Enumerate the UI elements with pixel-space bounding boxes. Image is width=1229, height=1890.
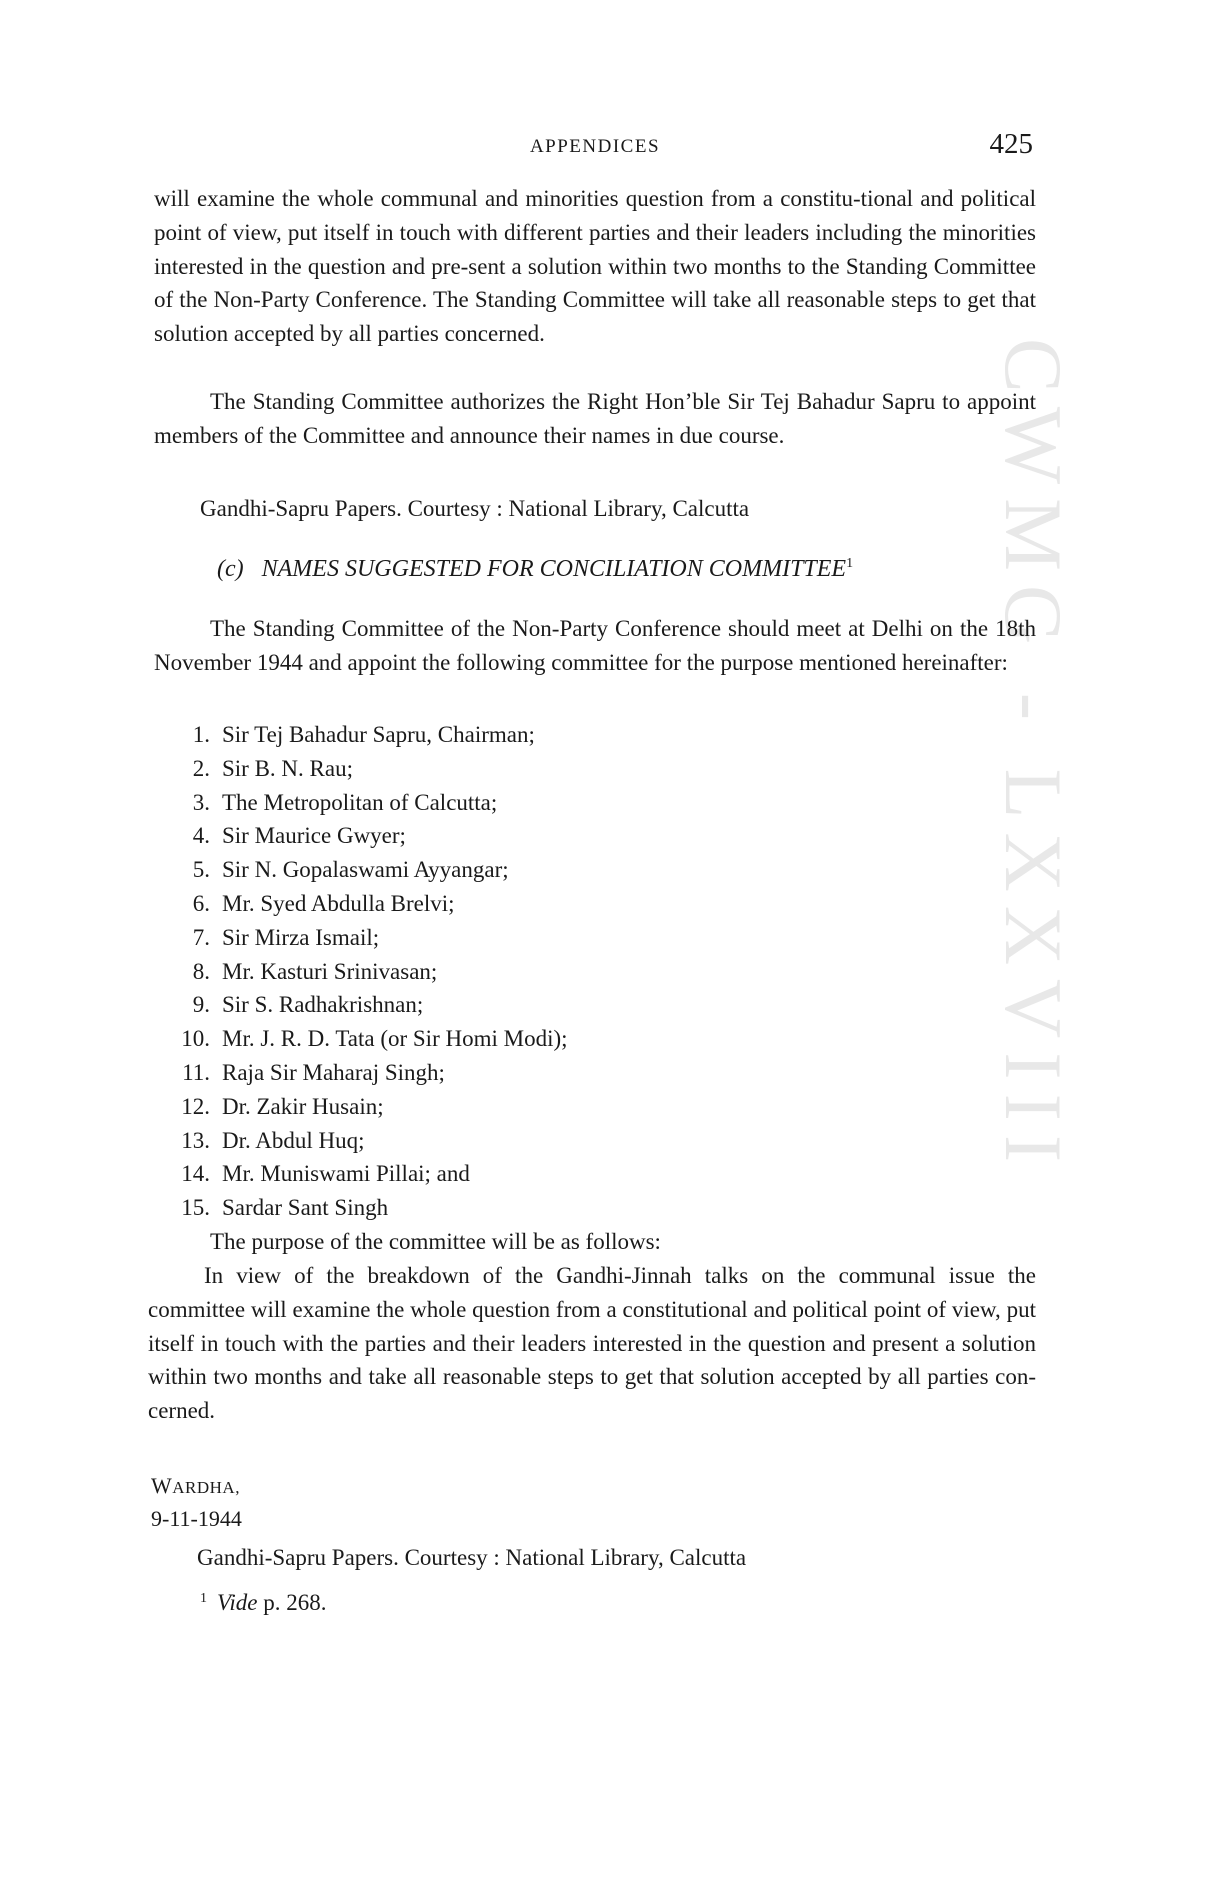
- member-name: Mr. Kasturi Srinivasan;: [222, 958, 438, 984]
- member-item: [154, 1157, 568, 1191]
- footnote-vide: Vide: [217, 1590, 258, 1615]
- place-line: [151, 1473, 240, 1499]
- member-item: [154, 1191, 568, 1225]
- section-heading: NAMES SUGGESTED FOR CONCILIATION COMMITTEE: [261, 556, 847, 582]
- member-name: Mr. Muniswami Pillai; and: [222, 1161, 470, 1187]
- member-number: 10.: [181, 1026, 210, 1052]
- section-label: (c): [217, 556, 244, 582]
- member-item: [154, 1022, 568, 1056]
- member-item: [154, 887, 568, 921]
- member-number: 1.: [192, 722, 210, 747]
- member-item: [154, 752, 568, 786]
- footnote: [200, 1590, 326, 1616]
- member-item: [154, 921, 568, 955]
- member-number: 9.: [192, 992, 210, 1018]
- place-initial: W: [151, 1473, 173, 1498]
- member-item: [154, 988, 568, 1022]
- member-list: [154, 718, 568, 1225]
- member-name: Raja Sir Maharaj Singh;: [222, 1059, 445, 1085]
- member-item: [154, 1056, 568, 1090]
- member-number: 4.: [192, 823, 210, 849]
- member-number: 7.: [192, 924, 210, 950]
- member-name: Dr. Zakir Husain;: [222, 1093, 384, 1119]
- member-item: [154, 819, 568, 853]
- member-item: [154, 955, 568, 989]
- paragraph-breakdown: In view of the breakdown of the Gandhi-Jinnah talks on the communal issue the committee will examine the whole question from a constitutional and political point of view, put itself in touch with the parties and their leaders interested in the question and present a solution within two months and take all reasonable steps to get that solution accepted by all parties con-cerned.: [148, 1263, 1036, 1424]
- page-header: [154, 128, 1036, 162]
- source-citation-closing: Gandhi-Sapru Papers. Courtesy : National Library, Calcutta: [197, 1545, 747, 1570]
- watermark-text: CWMG - LXXVIII: [988, 338, 1079, 1177]
- member-name: Dr. Abdul Huq;: [222, 1127, 365, 1153]
- member-name: Sir Maurice Gwyer;: [222, 823, 406, 849]
- member-name: Sir S. Radhakrishnan;: [222, 992, 424, 1018]
- page-number: 425: [989, 128, 1033, 160]
- paragraph-authorization: The Standing Committee authorizes the Right Hon’ble Sir Tej Bahadur Sapru to appoint members of the Committee and announce their names in due course.: [154, 389, 1036, 448]
- member-number: 3.: [192, 789, 210, 815]
- member-item: [154, 1124, 568, 1158]
- source-citation: Gandhi-Sapru Papers. Courtesy : National Library, Calcutta: [200, 496, 750, 521]
- member-number: 8.: [192, 958, 210, 984]
- date-line: 9-11-1944: [151, 1506, 242, 1531]
- member-number: 13.: [181, 1127, 210, 1153]
- member-name: Sir Tej Bahadur Sapru, Chairman;: [222, 722, 535, 747]
- section-title: [217, 556, 853, 583]
- member-name: The Metropolitan of Calcutta;: [222, 789, 498, 815]
- member-number: 12.: [181, 1093, 210, 1119]
- paragraph-meeting: The Standing Committee of the Non-Party Conference should meet at Delhi on the 18th November 1944 and appoint the following committee for the purpose mentioned hereinafter:: [154, 616, 1036, 675]
- member-number: 2.: [192, 755, 210, 781]
- running-head: APPENDICES: [529, 136, 661, 157]
- footnote-marker: 1: [846, 556, 854, 571]
- member-name: Mr. J. R. D. Tata (or Sir Homi Modi);: [222, 1026, 568, 1052]
- paragraph-purpose: The purpose of the committee will be as follows:: [210, 1229, 661, 1254]
- member-item: [154, 718, 568, 752]
- member-number: 11.: [182, 1059, 210, 1085]
- member-item: [154, 786, 568, 820]
- paragraph-continued: will examine the whole communal and minorities question from a constitu-tional and political point of view, put itself in touch with different parties and their leaders including the minorities interested in the question and pre-sent a solution within two months to the Standing Committee of the Non-Party Conference. The Standing Committee will take all reasonable steps to get that solution accepted by all parties concerned.: [154, 186, 1036, 347]
- footnote-ref: p. 268.: [263, 1590, 327, 1615]
- member-number: 6.: [192, 890, 210, 916]
- member-item: [154, 1090, 568, 1124]
- member-name: Mr. Syed Abdulla Brelvi;: [222, 890, 455, 916]
- footnote-number: 1: [200, 1591, 207, 1606]
- member-name: Sardar Sant Singh: [222, 1195, 389, 1221]
- member-item: [154, 853, 568, 887]
- place-rest: ARDHA,: [172, 1478, 240, 1497]
- member-name: Sir B. N. Rau;: [222, 755, 353, 781]
- member-number: 5.: [192, 857, 210, 883]
- member-name: Sir Mirza Ismail;: [222, 924, 380, 950]
- member-number: 14.: [181, 1161, 210, 1187]
- member-name: Sir N. Gopalaswami Ayyangar;: [222, 857, 509, 883]
- member-number: 15.: [181, 1195, 210, 1221]
